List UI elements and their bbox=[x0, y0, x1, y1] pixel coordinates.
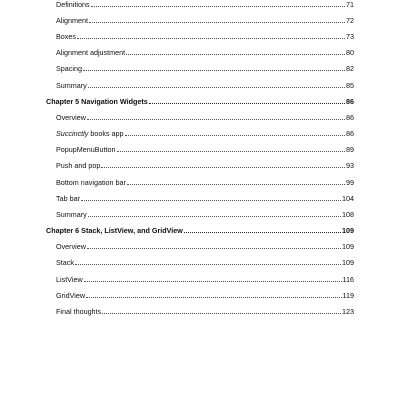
toc-entry-tab-bar[interactable] bbox=[46, 191, 354, 203]
toc-entry-boxes[interactable] bbox=[46, 29, 354, 41]
toc-page-number: 109 bbox=[342, 242, 354, 251]
toc-entry-title: PopupMenuButton bbox=[56, 145, 116, 154]
toc-entry-title: Summary bbox=[56, 81, 87, 90]
dot-leader bbox=[87, 248, 341, 249]
dot-leader bbox=[86, 297, 342, 298]
toc-entry-title: Push and pop bbox=[56, 161, 101, 170]
toc-entry-title: GridView bbox=[56, 291, 86, 300]
dot-leader bbox=[88, 87, 345, 88]
toc-entry-push-and-pop[interactable] bbox=[46, 158, 354, 170]
toc-chapter-title: Chapter 5 Navigation Widgets bbox=[46, 97, 148, 106]
toc-page-number: 72 bbox=[346, 16, 354, 25]
dot-leader bbox=[184, 232, 341, 233]
toc-entry-title: Overview bbox=[56, 242, 86, 251]
toc-page-number: 82 bbox=[346, 64, 354, 73]
toc-page-number: 73 bbox=[346, 32, 354, 41]
toc-entry-title: Stack bbox=[56, 258, 74, 267]
toc-entry-title: Summary bbox=[56, 210, 87, 219]
toc-entry-title: ListView bbox=[56, 275, 83, 284]
dot-leader bbox=[126, 54, 345, 55]
toc-entry-title-italic: Succinctly bbox=[56, 129, 89, 138]
toc-page-number: 80 bbox=[346, 48, 354, 57]
dot-leader bbox=[149, 103, 345, 104]
toc-page-number: 85 bbox=[346, 81, 354, 90]
dot-leader bbox=[77, 38, 345, 39]
toc-entry-bottom-navigation-bar[interactable] bbox=[46, 175, 354, 187]
toc-page-number: 71 bbox=[346, 0, 354, 9]
toc-page-number: 89 bbox=[346, 145, 354, 154]
toc-page-number: 104 bbox=[342, 194, 354, 203]
dot-leader bbox=[81, 200, 341, 201]
toc-entry-spacing[interactable] bbox=[46, 61, 354, 73]
toc-entry-definitions[interactable] bbox=[46, 0, 354, 9]
toc-entry-title: Overview bbox=[56, 113, 86, 122]
toc-entry-title bbox=[56, 129, 124, 138]
dot-leader bbox=[75, 264, 341, 265]
dot-leader bbox=[101, 167, 345, 168]
toc-entry-title: Boxes bbox=[56, 32, 76, 41]
toc-page-number: 86 bbox=[346, 129, 354, 138]
dot-leader bbox=[91, 6, 345, 7]
toc-page-number: 86 bbox=[346, 97, 354, 106]
toc-entry-title: Alignment adjustment bbox=[56, 48, 126, 57]
toc-entry-title: Definitions bbox=[56, 0, 90, 9]
toc-entry-overview[interactable] bbox=[46, 110, 354, 122]
toc-page-number: 116 bbox=[342, 275, 354, 284]
toc-entry-title: Tab bar bbox=[56, 194, 80, 203]
toc-chapter-stack-listview-gridview[interactable] bbox=[46, 223, 354, 235]
toc-page-number: 93 bbox=[346, 161, 354, 170]
toc-entry-succinctly-books-app[interactable] bbox=[46, 126, 354, 138]
toc-entry-title: Spacing bbox=[56, 64, 82, 73]
dot-leader bbox=[125, 135, 345, 136]
toc-chapter-navigation-widgets[interactable] bbox=[46, 94, 354, 106]
dot-leader bbox=[89, 22, 345, 23]
toc-page-number: 109 bbox=[342, 258, 354, 267]
dot-leader bbox=[127, 184, 345, 185]
dot-leader bbox=[88, 216, 341, 217]
toc-page-number: 86 bbox=[346, 113, 354, 122]
toc-page-number: 108 bbox=[342, 210, 354, 219]
dot-leader bbox=[84, 281, 342, 282]
toc-entry-summary[interactable] bbox=[46, 207, 354, 219]
toc-entry-alignment[interactable] bbox=[46, 13, 354, 25]
toc-page-number: 109 bbox=[342, 226, 354, 235]
toc-entry-overview[interactable] bbox=[46, 239, 354, 251]
toc-chapter-title: Chapter 6 Stack, ListView, and GridView bbox=[46, 226, 183, 235]
toc-entry-gridview[interactable] bbox=[46, 288, 354, 300]
toc-entry-title: Final thoughts bbox=[56, 307, 102, 316]
toc-entry-summary[interactable] bbox=[46, 78, 354, 90]
toc-entry-stack[interactable] bbox=[46, 255, 354, 267]
toc-entry-alignment-adjustment[interactable] bbox=[46, 45, 354, 57]
toc-entry-title: Alignment bbox=[56, 16, 88, 25]
toc-entry-listview[interactable] bbox=[46, 272, 354, 284]
toc-entry-final-thoughts[interactable] bbox=[46, 304, 354, 316]
toc-page-number: 119 bbox=[342, 291, 354, 300]
toc-page-number: 123 bbox=[342, 307, 354, 316]
toc-entry-popupmenubutton[interactable] bbox=[46, 142, 354, 154]
toc-entry-title-rest: books app bbox=[88, 129, 124, 138]
dot-leader bbox=[117, 151, 345, 152]
toc-entry-title: Bottom navigation bar bbox=[56, 178, 126, 187]
toc-page-number: 99 bbox=[346, 178, 354, 187]
dot-leader bbox=[87, 119, 345, 120]
dot-leader bbox=[83, 70, 345, 71]
dot-leader bbox=[102, 313, 341, 314]
